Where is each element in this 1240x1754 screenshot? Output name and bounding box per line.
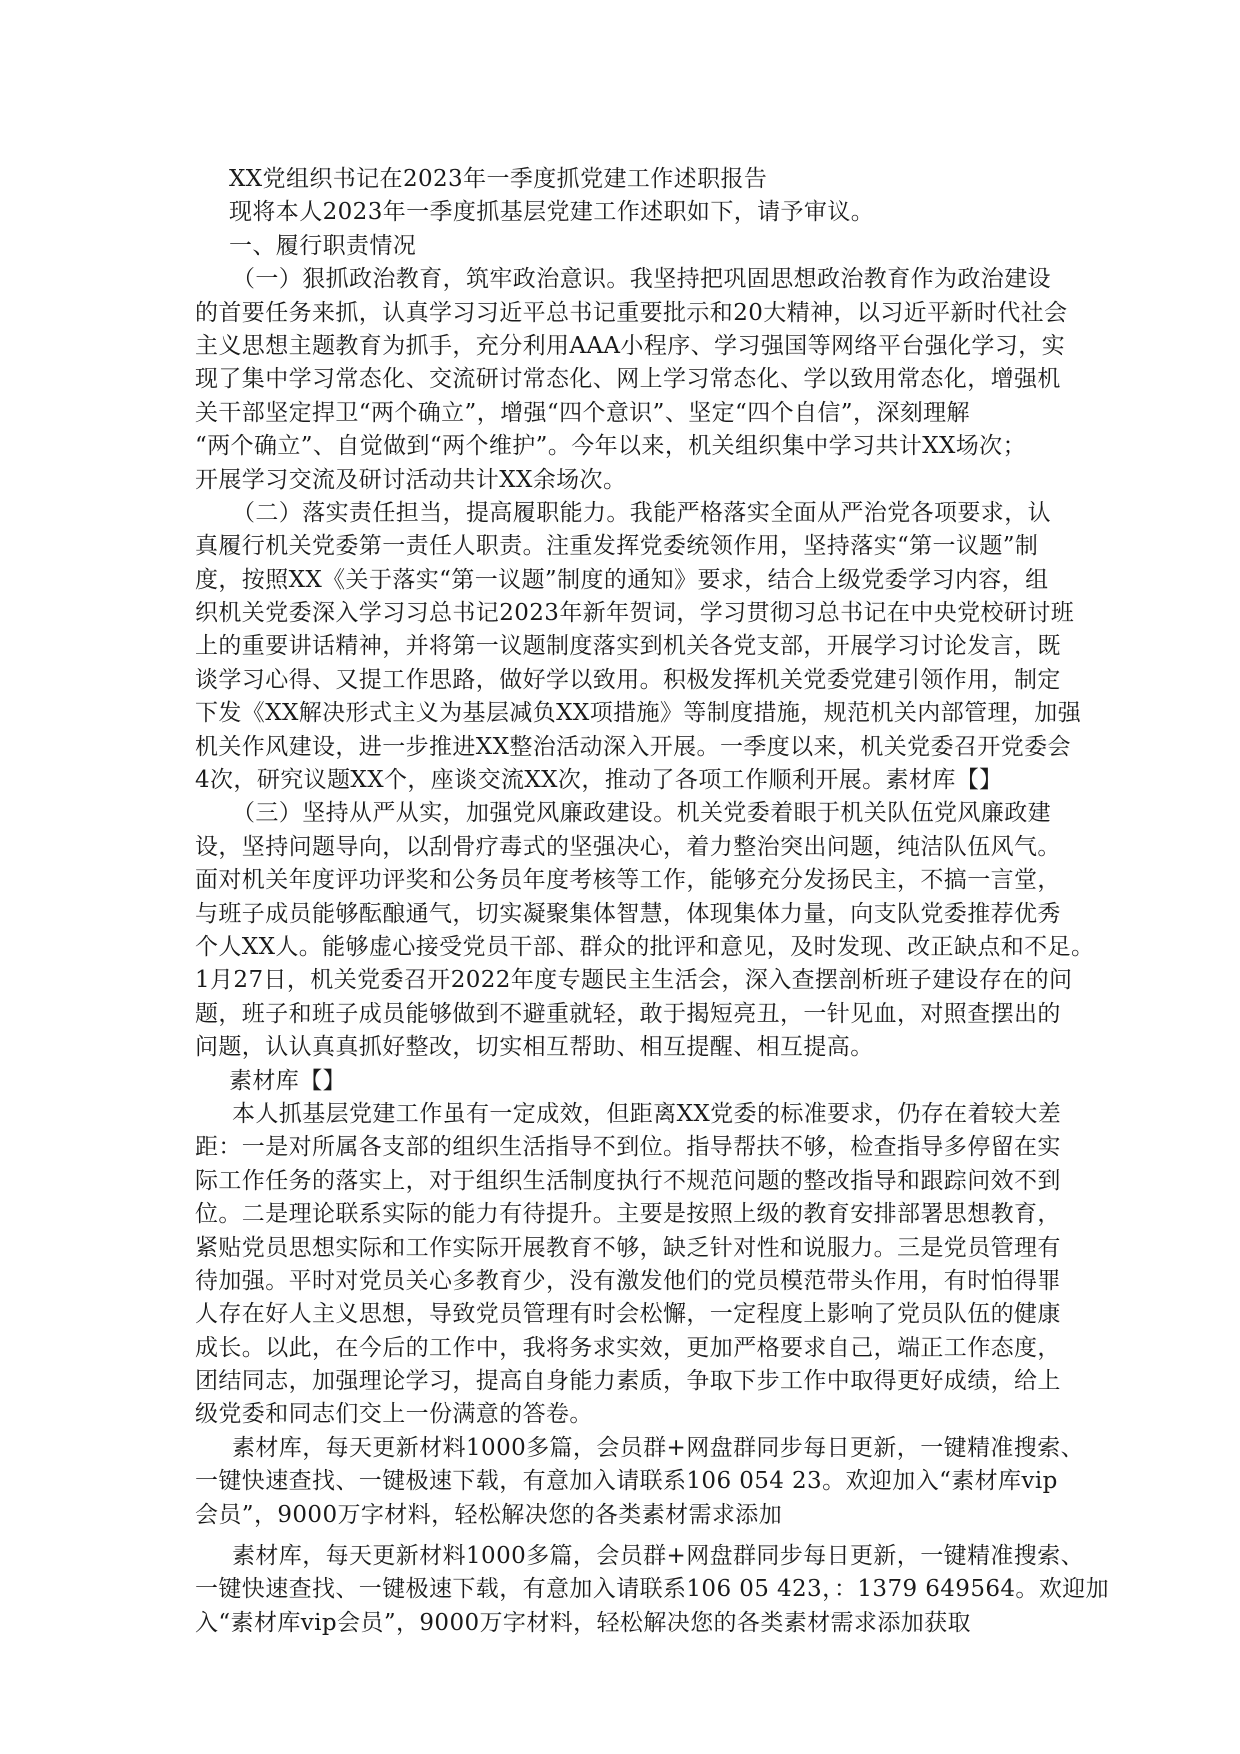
paragraph-line: 入“素材库vip会员”，9000万字材料，轻松解决您的各类素材需求添加获取 [195,1609,971,1636]
paragraph-political-education [195,263,1068,497]
paragraph-line: 个人XX人。能够虚心接受党员干部、群众的批评和意见，及时发现、改正缺点和不足。 [195,933,1095,960]
section-heading: 一、履行职责情况 [229,232,417,259]
paragraph-line: 织机关党委深入学习习总书记2023年新年贺词，学习贯彻习总书记在中央党校研讨班 [195,600,1075,627]
paragraph-line: 的首要任务来抓，认真学习习近平总书记重要批示和20大精神，以习近平新时代社会 [195,299,1068,326]
paragraph-integrity [195,797,1095,1064]
document-page [195,163,1110,1640]
paragraph-line: 面对机关年度评功评奖和公务员年度考核等工作，能够充分发扬民主，不搞一言堂， [195,867,1061,894]
paragraph-line: 下发《XX解决形式主义为基层减负XX项措施》等制度措施，规范机关内部管理，加强 [195,700,1082,727]
paragraph-line: 距：一是对所属各支部的组织生活指导不到位。指导帮扶不够，检查指导多停留在实 [195,1134,1061,1161]
paragraph-line: “两个确立”、自觉做到“两个维护”。今年以来，机关组织集中学习共计XX场次； [195,433,1026,460]
paragraph-line: 本人抓基层党建工作虽有一定成效，但距离XX党委的标准要求，仍存在着较大差 [232,1100,1062,1127]
paragraph-line: （一）狠抓政治教育，筑牢政治意识。我坚持把巩固思想政治教育作为政治建设 [232,266,1051,293]
paragraph-line: 与班子成员能够酝酿通气，切实凝聚集体智慧，体现集体力量，向支队党委推荐优秀 [195,900,1061,927]
paragraph-line: 真履行机关党委第一责任人职责。注重发挥党委统领作用，坚持落实“第一议题”制 [195,533,1039,560]
paragraph-line: 题，班子和班子成员能够做到不避重就轻，敢于揭短亮丑，一针见血，对照查摆出的 [195,1000,1061,1027]
paragraph-line: 际工作任务的落实上，对于组织生活制度执行不规范问题的整改指导和跟踪问效不到 [195,1167,1061,1194]
paragraph-line: 上的重要讲话精神，并将第一议题制度落实到机关各党支部，开展学习讨论发言，既 [195,633,1061,660]
paragraph-line: 会员”，9000万字材料，轻松解决您的各类素材需求添加 [195,1501,783,1528]
paragraph-line: 一键快速查找、一键极速下载，有意加入请联系106 05 423，：1379 649564。欢迎加 [195,1576,1110,1603]
paragraph-line: 位。二是理论联系实际的能力有待提升。主要是按照上级的教育安排部署思想教育， [195,1201,1061,1228]
paragraph-line: 现了集中学习常态化、交流研讨常态化、网上学习常态化、学以致用常态化，增强机 [195,366,1061,393]
paragraph-shortcomings [195,1098,1060,1432]
paragraph-material-note [195,1065,1060,1098]
paragraph-line: 1月27日，机关党委召开2022年度专题民主生活会，深入查摆剖析班子建设存在的问 [195,967,1073,994]
paragraph-ad-1 [195,1432,1085,1532]
paragraph-line: 设，坚持问题导向，以刮骨疗毒式的坚强决心，着力整治突出问题，纯洁队伍风气。 [195,833,1061,860]
paragraph-line: 成长。以此，在今后的工作中，我将务求实效，更加严格要求自己，端正工作态度， [195,1334,1061,1361]
paragraph-line: 素材库，每天更新材料1000多篇，会员群+网盘群同步每日更新，一键精准搜索、 [232,1543,1085,1570]
paragraph-line: 问题，认认真真抓好整改，切实相互帮助、相互提醒、相互提高。 [195,1034,874,1061]
document-title: XX党组织书记在2023年一季度抓党建工作述职报告 [229,166,768,192]
paragraph-line: 级党委和同志们交上一份满意的答卷。 [195,1401,593,1428]
paragraph-line: 开展学习交流及研讨活动共计XX余场次。 [195,466,627,493]
paragraph-line: 素材库【】 [229,1067,346,1094]
paragraph-line: 关干部坚定捍卫“两个确立”，增强“四个意识”、坚定“四个自信”，深刻理解 [195,399,970,426]
paragraph-ad-2 [195,1540,1110,1640]
paragraph-line: （三）坚持从严从实，加强党风廉政建设。机关党委着眼于机关队伍党风廉政建 [232,800,1051,827]
paragraph-line: 待加强。平时对党员关心多教育少，没有激发他们的党员模范带头作用，有时怕得罪 [195,1267,1061,1294]
paragraph-line: 人存在好人主义思想，导致党员管理有时会松懈，一定程度上影响了党员队伍的健康 [195,1301,1061,1328]
paragraph-line: 团结同志，加强理论学习，提高自身能力素质，争取下步工作中取得更好成绩，给上 [195,1368,1061,1395]
paragraph-line: 一键快速查找、一键极速下载，有意加入请联系106 054 23。欢迎加入“素材库vip [195,1468,1058,1495]
paragraph-line: 主义思想主题教育为抓手，充分利用AAA小程序、学习强国等网络平台强化学习，实 [195,332,1066,359]
paragraph-line: 机关作风建设，进一步推进XX整治活动深入开展。一季度以来，机关党委召开党委会 [195,733,1071,760]
paragraph-responsibility [195,497,1082,798]
paragraph-line: 紧贴党员思想实际和工作实际开展教育不够，缺乏针对性和说服力。三是党员管理有 [195,1234,1061,1261]
paragraph-line: 谈学习心得、又提工作思路，做好学以致用。积极发挥机关党委党建引领作用，制定 [195,666,1061,693]
paragraph-line: 4次，研究议题XX个，座谈交流XX次，推动了各项工作顺利开展。素材库【】 [195,767,1003,794]
intro-paragraph: 现将本人2023年一季度抓基层党建工作述职如下，请予审议。 [229,199,875,226]
paragraph-line: 素材库，每天更新材料1000多篇，会员群+网盘群同步每日更新，一键精准搜索、 [232,1434,1085,1461]
paragraph-line: 度，按照XX《关于落实“第一议题”制度的通知》要求，结合上级党委学习内容，组 [195,566,1049,593]
paragraph-line: （二）落实责任担当，提高履职能力。我能严格落实全面从严治党各项要求，认 [232,499,1051,526]
